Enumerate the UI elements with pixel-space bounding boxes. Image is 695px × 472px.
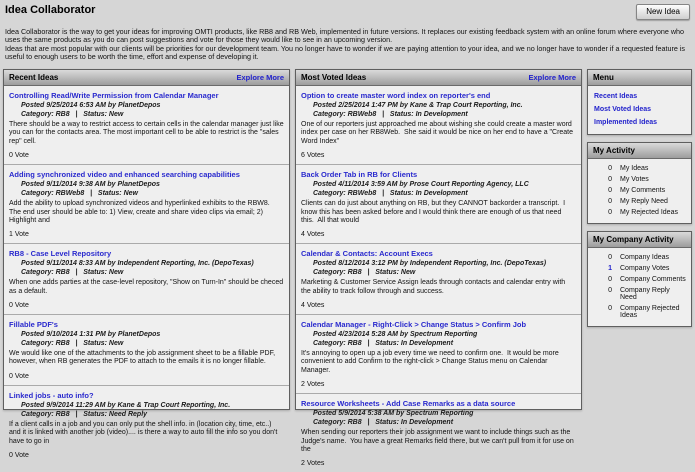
idea-body: Add the ability to upload synchronized videos and hyperlinked exhibits to the RBW8. The end user should be able to: 1) View, create and share video clips via email; 2) Highlight and [9, 200, 274, 224]
idea-item [4, 165, 289, 244]
idea-title-link[interactable]: Controlling Read/Write Permission from Calendar Manager [9, 90, 219, 100]
menu-title: Menu [593, 72, 614, 82]
idea-category-status: Category: RB8 | Status: Need Reply [21, 410, 148, 418]
idea-title-link[interactable]: Option to create master word index on reporter's end [301, 90, 491, 100]
recent-ideas-title: Recent Ideas [9, 72, 59, 82]
idea-posted: Posted 9/11/2014 9:38 AM by PlanetDepos [21, 181, 160, 189]
activity-count: 0 [608, 164, 612, 172]
idea-posted: Posted 9/9/2014 11:29 AM by Kane & Trap Court Reporting, Inc. [21, 401, 231, 409]
idea-posted: Posted 8/12/2014 3:12 PM by Independent Reporting, Inc. (DepoTexas) [313, 260, 547, 268]
sidebar [587, 69, 692, 410]
idea-body: One of our reporters just approached me about wishing she could create a master word index per case on her RB8Web. She said it would be nice on her end to have a "Create Word Index" [301, 120, 575, 145]
idea-item [4, 315, 289, 386]
idea-vote-count: 0 Vote [9, 372, 29, 380]
idea-body: If a client calls in a job and you can only put the shell info. in (location city, time, etc..) and it is linked with another job (video).... is there a way to auto fill the info so you don't have to go in [9, 420, 280, 445]
idea-item [4, 244, 289, 315]
most-voted-ideas-panel [295, 69, 582, 468]
idea-title-link[interactable]: RB8 - Case Level Repository [9, 249, 112, 259]
menu-link-implemented-ideas[interactable]: Implemented Ideas [594, 118, 658, 126]
idea-item [296, 244, 581, 315]
activity-count: 0 [608, 208, 612, 216]
activity-label: My Votes [620, 175, 649, 183]
idea-item [4, 386, 289, 464]
menu-links [588, 86, 691, 134]
idea-title-link[interactable]: Calendar & Contacts: Account Execs [301, 249, 433, 259]
recent-ideas-header [4, 70, 289, 86]
idea-posted: Posted 4/23/2014 5:28 AM by Spectrum Reporting [313, 331, 478, 339]
idea-item [4, 86, 289, 165]
company-activity-rows [588, 248, 691, 326]
idea-item [296, 86, 581, 165]
activity-row [588, 252, 691, 263]
intro-text [5, 28, 690, 62]
activity-row [588, 174, 691, 185]
idea-body: There should be a way to restrict access to certain cells in the calendar manager just like you can for the contacts area. The most important cell to be able to restrict is the "sales rep" cell. [9, 120, 286, 145]
idea-vote-count: 0 Vote [9, 152, 29, 160]
activity-count: 0 [608, 253, 612, 261]
my-activity-title: My Activity [593, 145, 635, 155]
idea-vote-count: 2 Votes [301, 460, 325, 468]
idea-category-status: Category: RBWeb8 | Status: In Development [313, 190, 468, 198]
most-voted-explore-more-link[interactable]: Explore More [528, 72, 576, 82]
activity-row [588, 196, 691, 207]
recent-ideas-panel [3, 69, 290, 460]
idea-posted: Posted 4/11/2014 3:59 AM by Prose Court Reporting Agency, LLC [313, 181, 529, 189]
menu-header [588, 70, 691, 86]
activity-label: Company Rejected Ideas [620, 304, 680, 319]
activity-label: Company Votes [620, 264, 670, 272]
company-activity-title: My Company Activity [593, 234, 674, 244]
idea-body: We would like one of the attachments to the job assignment sheet to be a fillable PDF, however, when RB generates the PDF to attach to the emails it is no longer fillable. [9, 350, 277, 366]
menu-link-most-voted-ideas[interactable]: Most Voted Ideas [594, 105, 652, 113]
idea-title-link[interactable]: Adding synchronized video and enhanced searching capabilities [9, 170, 240, 180]
idea-posted: Posted 9/25/2014 6:53 AM by PlanetDepos [21, 101, 161, 109]
recent-ideas-list [4, 86, 289, 464]
idea-body: It's annoying to open up a job every time we need to confirm one. It would be more convenient to add Confirm to the right-click > Change Status menu on Calendar Manager. [301, 350, 561, 374]
activity-count: 0 [608, 304, 612, 312]
my-activity-rows [588, 159, 691, 223]
top-bar [3, 3, 692, 20]
my-activity-header [588, 143, 691, 159]
idea-posted: Posted 9/10/2014 1:31 PM by PlanetDepos [21, 331, 161, 339]
activity-row [588, 185, 691, 196]
idea-category-status: Category: RB8 | Status: New [313, 269, 416, 277]
idea-vote-count: 0 Vote [9, 452, 29, 460]
recent-explore-more-link[interactable]: Explore More [236, 72, 284, 82]
idea-body: Clients can do just about anything on RB, but they CANNOT backorder a transcript. I know this has been asked before and I would think there are enough of us that need this. All that would [301, 200, 568, 224]
activity-count: 0 [608, 186, 612, 194]
idea-posted: Posted 2/25/2014 1:47 PM by Kane & Trap Court Reporting, Inc. [313, 101, 523, 109]
activity-label: My Comments [620, 186, 666, 194]
intro-paragraph-2: Ideas that are most popular with our clients will be priorities for our development team. You no longer have to wonder if we are paying attention to your idea, and we no longer have to wonder if a requested feature is useful to enough users to be worth the time, effort and expense of developing it. [5, 43, 686, 62]
idea-title-link[interactable]: Linked jobs - auto info? [9, 390, 94, 400]
menu-link-recent-ideas[interactable]: Recent Ideas [594, 92, 638, 100]
company-votes-count-link[interactable]: 1 [608, 264, 612, 272]
activity-row [588, 263, 691, 274]
activity-label: My Rejected Ideas [620, 208, 678, 216]
idea-category-status: Category: RBWeb8 | Status: New [21, 190, 138, 198]
idea-vote-count: 0 Vote [9, 302, 29, 310]
activity-count: 0 [608, 286, 612, 294]
activity-row [588, 207, 691, 218]
idea-item [296, 394, 581, 472]
activity-row [588, 163, 691, 174]
idea-posted: Posted 5/9/2014 5:38 AM by Spectrum Reporting [313, 410, 474, 418]
idea-title-link[interactable]: Calendar Manager - Right-Click > Change Status > Confirm Job [301, 320, 527, 330]
company-activity-header [588, 232, 691, 248]
idea-body: When sending our reporters their job assignment we want to include things such as the Judge's name. You have a great Remarks field there, but we can't pull from it for use on the [301, 429, 576, 454]
page-title: Idea Collaborator [5, 4, 96, 16]
idea-category-status: Category: RB8 | Status: New [21, 269, 124, 277]
idea-category-status: Category: RB8 | Status: New [21, 340, 124, 348]
intro-paragraph-1: Idea Collaborator is the way to get your ideas for improving OMTI products, like RB8 and RB Web, implemented in future versions. It replaces our existing feedback system with an online forum where everyone who uses the same products as you do can post suggestions and vote for those they would like to see in an upcoming version. [5, 27, 685, 45]
most-voted-ideas-list [296, 86, 581, 472]
activity-label: Company Comments [620, 275, 686, 283]
idea-category-status: Category: RB8 | Status: In Development [313, 419, 454, 427]
activity-label: Company Reply Need [620, 286, 670, 301]
idea-title-link[interactable]: Resource Worksheets - Add Case Remarks as a data source [301, 399, 516, 409]
activity-row [588, 285, 691, 303]
idea-vote-count: 6 Votes [301, 152, 325, 160]
activity-row [588, 303, 691, 321]
idea-title-link[interactable]: Back Order Tab in RB for Clients [301, 170, 418, 180]
company-activity-panel [587, 231, 692, 327]
idea-vote-count: 2 Votes [301, 381, 325, 389]
activity-count: 0 [608, 275, 612, 283]
main-columns [3, 69, 692, 468]
my-activity-panel [587, 142, 692, 224]
idea-posted: Posted 9/11/2014 8:33 AM by Independent Reporting, Inc. (DepoTexas) [21, 260, 254, 268]
idea-category-status: Category: RB8 | Status: New [21, 110, 124, 118]
most-voted-ideas-header [296, 70, 581, 86]
idea-body: When one adds parties at the case-level repository, "Show on Turn-In" should be checed as a default. [9, 279, 286, 295]
idea-category-status: Category: RB8 | Status: In Development [313, 340, 454, 348]
idea-item [296, 315, 581, 394]
activity-label: Company Ideas [620, 253, 670, 261]
new-idea-button[interactable]: New Idea [636, 4, 690, 20]
idea-title-link[interactable]: Fillable PDF's [9, 320, 58, 330]
idea-category-status: Category: RBWeb8 | Status: In Development [313, 110, 468, 118]
idea-item [296, 165, 581, 244]
most-voted-ideas-title: Most Voted Ideas [301, 72, 367, 82]
activity-count: 0 [608, 197, 612, 205]
idea-vote-count: 4 Votes [301, 231, 325, 239]
idea-body: Marketing & Customer Service Assign leads through contacts and calendar entry with the ability to track follow through and success. [301, 279, 568, 295]
idea-vote-count: 4 Votes [301, 302, 325, 310]
idea-vote-count: 1 Vote [9, 231, 29, 239]
activity-row [588, 274, 691, 285]
menu-panel [587, 69, 692, 135]
activity-count: 0 [608, 175, 612, 183]
activity-label: My Ideas [620, 164, 649, 172]
activity-label: My Reply Need [620, 197, 668, 205]
